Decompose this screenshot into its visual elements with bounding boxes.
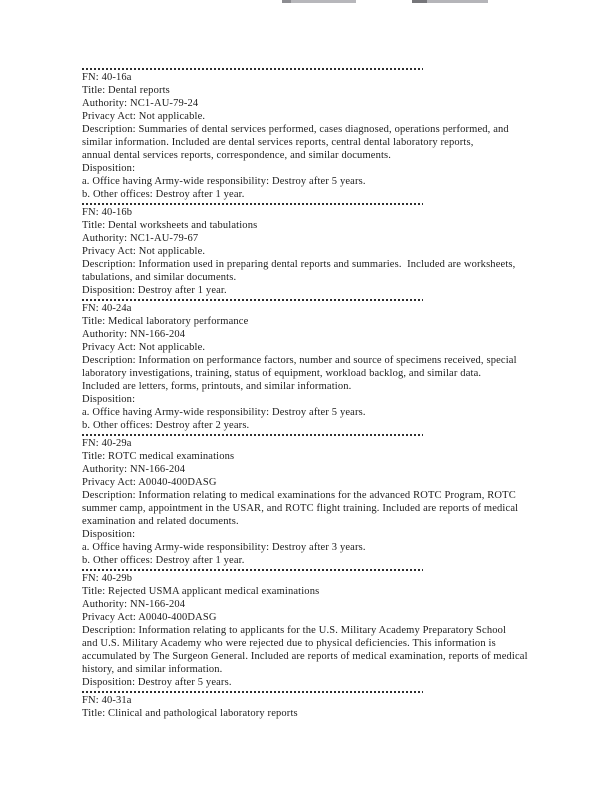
entry-disposition-line: a. Office having Army-wide responsibility: Destroy after 5 years. [82, 176, 366, 187]
entry-description-line: Included are letters, forms, printouts, and similar information. [82, 381, 352, 392]
dashed-separator [82, 299, 423, 301]
entry-fn: FN: 40-29b [82, 573, 133, 584]
entry-privacy-act: Privacy Act: Not applicable. [82, 342, 206, 353]
entry-fn: FN: 40-16b [82, 207, 133, 218]
record-entry [82, 569, 552, 689]
entry-authority: Authority: NN-166-204 [82, 329, 186, 340]
entry-fn: FN: 40-24a [82, 303, 132, 314]
entry-disposition-line: Disposition: [82, 529, 136, 540]
dashed-separator [82, 203, 423, 205]
entry-description-line: accumulated by The Surgeon General. Included are reports of medical examination, reports of medical [82, 651, 528, 662]
record-entry [82, 203, 552, 297]
entry-authority: Authority: NN-166-204 [82, 464, 186, 475]
record-entry [82, 434, 552, 567]
entry-description-line: Description: Information relating to applicants for the U.S. Military Academy Preparatory School [82, 625, 507, 636]
entry-description-line: similar information. Included are dental services reports, central dental laboratory reports, [82, 137, 474, 148]
entry-disposition-line: b. Other offices: Destroy after 1 year. [82, 189, 245, 200]
dashed-separator [82, 434, 423, 436]
entry-disposition-line: Disposition: [82, 394, 136, 405]
entry-title: Title: Clinical and pathological laboratory reports [82, 708, 298, 719]
record-entry [82, 691, 552, 720]
entry-description-line: tabulations, and similar documents. [82, 272, 237, 283]
entry-description-line: Description: Summaries of dental services performed, cases diagnosed, operations performed, and [82, 124, 509, 135]
entry-disposition-line: a. Office having Army-wide responsibility: Destroy after 5 years. [82, 407, 366, 418]
entry-description-line: laboratory investigations, training, status of equipment, workload backlog, and similar data. [82, 368, 482, 379]
scan-artifact-bar [282, 0, 356, 3]
entry-privacy-act: Privacy Act: A0040-400DASG [82, 612, 217, 623]
entry-disposition-line: Disposition: Destroy after 5 years. [82, 677, 232, 688]
entry-authority: Authority: NC1-AU-79-67 [82, 233, 199, 244]
entry-description-line: examination and related documents. [82, 516, 239, 527]
entry-description-line: Description: Information relating to medical examinations for the advanced ROTC Program, ROTC [82, 490, 516, 501]
entry-fn: FN: 40-31a [82, 695, 132, 706]
entry-fn: FN: 40-29a [82, 438, 132, 449]
entry-description-line: Description: Information used in preparing dental reports and summaries. Included are worksheets, [82, 259, 516, 270]
dashed-separator [82, 691, 423, 693]
entry-description-line: Description: Information on performance factors, number and source of specimens received, special [82, 355, 517, 366]
entry-fn: FN: 40-16a [82, 72, 132, 83]
dashed-separator [82, 68, 423, 70]
entry-authority: Authority: NN-166-204 [82, 599, 186, 610]
entry-description-line: annual dental services reports, correspondence, and similar documents. [82, 150, 392, 161]
entry-title: Title: Medical laboratory performance [82, 316, 249, 327]
record-entry [82, 68, 552, 201]
records-entry-list [82, 66, 552, 720]
entry-description-line: summer camp, appointment in the USAR, and ROTC flight training. Included are reports of medical [82, 503, 519, 514]
entry-privacy-act: Privacy Act: Not applicable. [82, 111, 206, 122]
entry-privacy-act: Privacy Act: A0040-400DASG [82, 477, 217, 488]
entry-disposition-line: Disposition: Destroy after 1 year. [82, 285, 227, 296]
entry-title: Title: Dental reports [82, 85, 170, 96]
entry-authority: Authority: NC1-AU-79-24 [82, 98, 199, 109]
entry-disposition-line: b. Other offices: Destroy after 1 year. [82, 555, 245, 566]
entry-description-line: and U.S. Military Academy who were rejected due to physical deficiencies. This information is [82, 638, 496, 649]
entry-title: Title: Rejected USMA applicant medical examinations [82, 586, 320, 597]
entry-privacy-act: Privacy Act: Not applicable. [82, 246, 206, 257]
entry-description-line: history, and similar information. [82, 664, 223, 675]
scan-artifact-bar [412, 0, 488, 3]
entry-disposition-line: Disposition: [82, 163, 136, 174]
dashed-separator [82, 569, 423, 571]
entry-title: Title: ROTC medical examinations [82, 451, 235, 462]
entry-title: Title: Dental worksheets and tabulations [82, 220, 258, 231]
record-entry [82, 299, 552, 432]
entry-disposition-line: a. Office having Army-wide responsibility: Destroy after 3 years. [82, 542, 366, 553]
entry-disposition-line: b. Other offices: Destroy after 2 years. [82, 420, 250, 431]
